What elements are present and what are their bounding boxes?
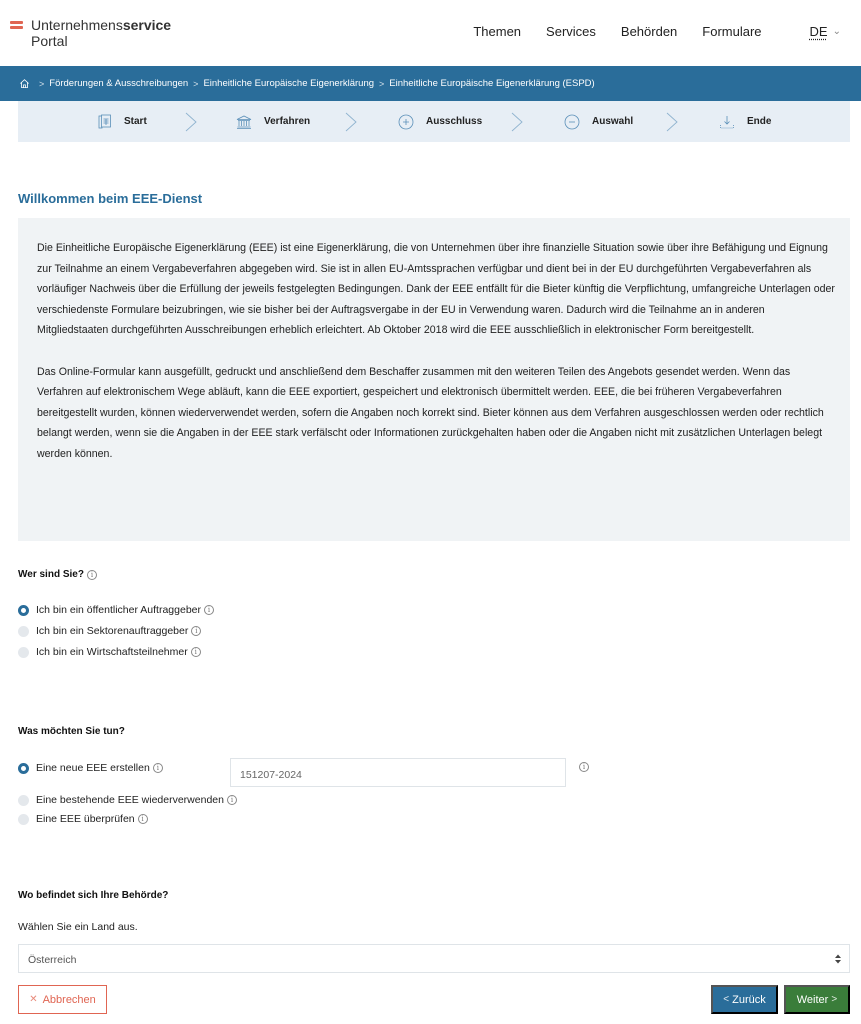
radio-button-checked[interactable] (18, 605, 29, 616)
nav-services[interactable]: Services (546, 24, 596, 39)
breadcrumb-separator-icon: > (193, 78, 199, 89)
radio-button[interactable] (18, 814, 29, 825)
portal-logo[interactable] (10, 17, 171, 49)
step-label: Auswahl (592, 116, 634, 127)
document-icon (98, 114, 112, 129)
breadcrumb-item-current: Einheitliche Europäische Eigenerklärung (ESPD) (389, 78, 595, 89)
home-icon[interactable] (19, 78, 30, 89)
country-select[interactable] (18, 944, 850, 973)
who-question-title: Wer sind Sie? i (18, 569, 97, 580)
location-question-title: Wo befindet sich Ihre Behörde? (18, 890, 169, 901)
select-arrows-icon (835, 954, 841, 964)
download-icon (719, 115, 735, 129)
step-label: Ende (747, 116, 772, 127)
logo-text-regular: Unternehmens (31, 17, 123, 33)
radio-option-review[interactable]: Eine EEE überprüfen i (18, 813, 148, 825)
step-label: Verfahren (264, 116, 311, 127)
step-label: Start (124, 116, 147, 127)
chevron-left-icon: < (723, 994, 730, 1005)
info-icon[interactable]: i (204, 605, 214, 615)
main-nav (448, 24, 841, 39)
step-ausschluss (398, 101, 482, 142)
radio-button[interactable] (18, 647, 29, 658)
breadcrumb-separator-icon: > (379, 78, 385, 89)
chevron-right-icon (511, 112, 523, 132)
radio-option-economic-operator[interactable]: Ich bin ein Wirtschaftsteilnehmer i (18, 646, 201, 658)
radio-option-reuse[interactable]: Eine bestehende EEE wiederverwenden i (18, 794, 237, 806)
site-header (0, 0, 861, 66)
country-select-value: Österreich (28, 954, 77, 966)
step-auswahl (564, 101, 633, 142)
country-label: Wählen Sie ein Land aus. (18, 921, 138, 933)
info-icon[interactable]: i (191, 647, 201, 657)
language-code: DE (809, 24, 828, 39)
radio-button[interactable] (18, 795, 29, 806)
institution-icon (236, 115, 252, 129)
radio-button[interactable] (18, 626, 29, 637)
chevron-right-icon: > (831, 994, 838, 1005)
logo-text-bold: service (122, 17, 172, 33)
chevron-right-icon (345, 112, 357, 132)
step-label: Ausschluss (426, 116, 483, 127)
chevron-down-icon: ⌄ (832, 26, 841, 37)
intro-paragraph: Das Online-Formular kann ausgefüllt, gedruckt und anschließend dem Beschaffer zusammen mit den weiteren Teilen des Angebots gesendet werden. Wenn das Verfahren auf elektronischem Wege abläuft, kann die EEE exportiert, gespeichert und elektronisch übermittelt werden. EEE, die bei früheren Vergabeverfahren bereitgestellt wurden, können wiederverwendet werden, sofern die Angaben noch korrekt sind. Bieter können aus dem Verfahren ausgeschlossen werden oder rechtlich belangt werden, wenn sie die Angaben in der EEE stark verfälscht oder Informationen zurückgehalten haben oder die Angaben nicht mit zusätzlichen Unterlagen belegt werden können. (37, 365, 824, 460)
info-icon[interactable]: i (153, 763, 163, 773)
action-question-title: Was möchten Sie tun? (18, 726, 125, 737)
plus-circle-icon (398, 114, 414, 130)
radio-option-sector-contracting[interactable]: Ich bin ein Sektorenauftraggeber i (18, 625, 201, 637)
close-icon: ✕ (29, 994, 38, 1005)
radio-option-public-contracting[interactable]: Ich bin ein öffentlicher Auftraggeber i (18, 604, 214, 616)
radio-button-checked[interactable] (18, 763, 29, 774)
chevron-right-icon (666, 112, 678, 132)
minus-circle-icon (564, 114, 580, 130)
back-button[interactable]: < Zurück (711, 985, 778, 1014)
step-start (98, 101, 147, 142)
info-icon[interactable]: i (227, 795, 237, 805)
breadcrumb-item[interactable]: Förderungen & Ausschreibungen (49, 78, 189, 89)
breadcrumb (0, 66, 861, 101)
nav-behoerden[interactable]: Behörden (620, 24, 678, 39)
breadcrumb-item[interactable]: Einheitliche Europäische Eigenerklärung (203, 78, 375, 89)
progress-stepper (18, 101, 850, 142)
next-button[interactable]: Weiter > (784, 985, 850, 1014)
step-ende (719, 101, 771, 142)
breadcrumb-separator-icon: > (39, 78, 45, 89)
chevron-right-icon (185, 112, 197, 132)
reference-number-input[interactable]: 151207-2024 (230, 758, 566, 787)
info-icon[interactable]: i (87, 570, 97, 580)
radio-option-create-new[interactable]: Eine neue EEE erstellen i (18, 762, 163, 774)
info-icon[interactable]: i (579, 762, 589, 772)
step-verfahren (236, 101, 310, 142)
info-icon[interactable]: i (191, 626, 201, 636)
austria-flag-icon (10, 21, 23, 29)
page-title: Willkommen beim EEE-Dienst (18, 191, 203, 206)
info-icon[interactable]: i (138, 814, 148, 824)
intro-paragraph: Die Einheitliche Europäische Eigenerklärung (EEE) ist eine Eigenerklärung, die von Unternehmen über ihre finanzielle Situation sowie über ihre Befähigung und Eignung zur Teilnahme an einem Vergabeverfahren abgegeben wird. Sie ist in allen EU-Amtssprachen verfügbar und dient bei in der EU durchgeführten Vergabeverfahren als vorläufiger Nachweis über die Erfüllung der jeweils festgelegten Bedingungen. Dank der EEE entfällt für die Bieter künftig die Verpflichtung, umfangreiche Unterlagen oder verschiedenste Formulare beizubringen, wie sie bisher bei der Auftragsvergabe in der EU in Verwendung waren. Dadurch wird die Teilnahme an in anderen Mitgliedstaaten durchgeführten Ausschreibungen erheblich erleichtert. Ab Oktober 2018 wird die EEE ausschließlich in elektronischer Form bereitgestellt. (37, 242, 835, 336)
intro-panel (18, 218, 850, 541)
logo-text-portal: Portal (31, 33, 68, 49)
nav-themen[interactable]: Themen (473, 24, 522, 39)
language-selector[interactable] (810, 24, 841, 39)
cancel-button[interactable]: ✕ Abbrechen (18, 985, 107, 1014)
nav-formulare[interactable]: Formulare (702, 24, 762, 39)
